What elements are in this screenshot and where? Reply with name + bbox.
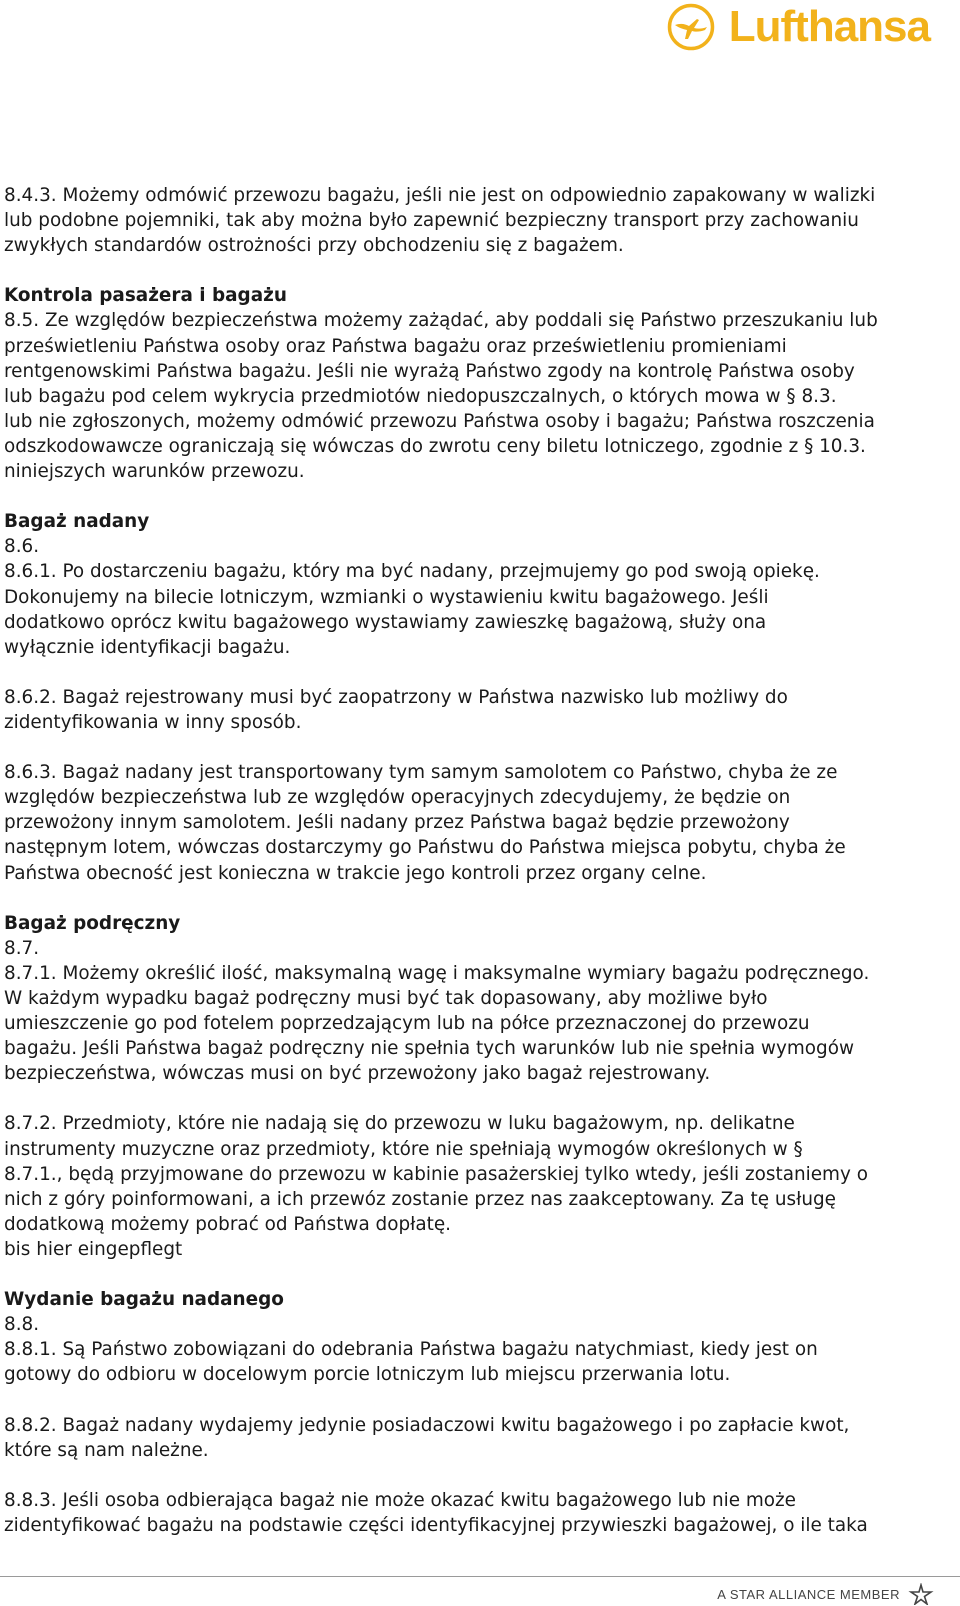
paragraph-8-5: 8.5. Ze względów bezpieczeństwa możemy zażądać, aby poddali się Państwo przeszukaniu lub prześwietleniu Państwa osoby oraz Państwa bagażu oraz prześwietleniu promieniami rentgenowskimi Państwa bagażu. Jeśli nie wyrażą Państwo zgody na kontrolę Państwa osoby lub bagażu pod celem wykrycia przedmiotów niedopuszczalnych, o których mowa w § 8.3. lub nie zgłoszonych, możemy odmówić przewozu Państwa osoby i bagażu; Państwa roszczenia odszkodowawcze ograniczają się wówczas do zwrotu ceny biletu lotniczego, zgodnie z § 10.3. niniejszych warunków przewozu. bbox=[4, 310, 878, 483]
paragraph-8-6-3: 8.6.3. Bagaż nadany jest transportowany tym samym samolotem co Państwo, chyba że ze względów bezpieczeństwa lub ze względów operacyjnych zdecydujemy, że będzie on przewożony innym samolotem. Jeśli nadany przez Państwa bagaż będzie przewożony następnym lotem, wówczas dostarczymy go Państwu do Państwa miejsca pobytu, chyba że Państwa obecność jest konieczna w trakcie jego kontroli przez organy celne. bbox=[4, 762, 846, 884]
heading-wydanie: Wydanie bagażu nadanego bbox=[4, 1289, 284, 1311]
document-body bbox=[4, 183, 952, 1538]
paragraph-8-4-3: 8.4.3. Możemy odmówić przewozu bagażu, jeśli nie jest on odpowiednio zapakowany w walizki lub podobne pojemniki, tak aby można było zapewnić bezpieczny transport przy zachowaniu zwykłych standardów ostrożności przy obchodzeniu się z bagażem. bbox=[4, 185, 876, 257]
paragraph-8-7-2: 8.7.2. Przedmioty, które nie nadają się do przewozu w luku bagażowym, np. delikatne instrumenty muzyczne oraz przedmioty, które nie spełniają wymogów określonych w § 8.7.1., będą przyjmowane do przewozu w kabinie pasażerskiej tylko wtedy, jeśli zostaniemy o nich z góry poinformowani, a ich przewóz zostanie przez nas zaakceptowany. Za tę usługę dodatkową możemy pobrać od Państwa dopłatę. bbox=[4, 1113, 868, 1235]
note-text: bis hier eingepflegt bbox=[4, 1238, 183, 1260]
paragraph-8-8-2: 8.8.2. Bagaż nadany wydajemy jedynie posiadaczowi kwitu bagażowego i po zapłacie kwot, które są nam należne. bbox=[4, 1414, 850, 1461]
paragraph-8-8-1: 8.8.1. Są Państwo zobowiązani do odebrania Państwa bagażu natychmiast, kiedy jest on gotowy do odbioru w docelowym porcie lotniczym lub miejscu przerwania lotu. bbox=[4, 1339, 818, 1386]
paragraph-8-6-1: 8.6.1. Po dostarczeniu bagażu, który ma być nadany, przejmujemy go pod swoją opiekę. Dokonujemy na bilecie lotniczym, wzmianki o wystawieniu kwitu bagażowego. Jeśli dodatkowo oprócz kwitu bagażowego wystawiamy zawieszkę bagażową, służy ona wyłącznie identyfikacji bagażu. bbox=[4, 561, 820, 658]
brand-logo bbox=[667, 2, 930, 52]
paragraph-8-8: 8.8. bbox=[4, 1314, 40, 1336]
page-header bbox=[0, 0, 960, 60]
heading-kontrola: Kontrola pasażera i bagażu bbox=[4, 285, 287, 307]
footer-divider bbox=[0, 1576, 960, 1577]
paragraph-8-7-1: 8.7.1. Możemy określić ilość, maksymalną wagę i maksymalne wymiary bagażu podręcznego. W każdym wypadku bagaż podręczny musi być tak dopasowany, aby możliwe było umieszczenie go pod fotelem poprzedzającym lub na półce przeznaczonej do przewozu bagażu. Jeśli Państwa bagaż podręczny nie spełnia tych warunków lub nie spełnia wymogów bezpieczeństwa, wówczas musi on być przewożony jako bagaż rejestrowany. bbox=[4, 962, 870, 1085]
star-alliance-icon bbox=[908, 1583, 934, 1605]
paragraph-8-8-3: 8.8.3. Jeśli osoba odbierająca bagaż nie może okazać kwitu bagażowego lub nie może zidentyfikować bagażu na podstawie części identyfikacyjnej przywieszki bagażowej, o ile taka bbox=[4, 1489, 868, 1536]
alliance-text: A STAR ALLIANCE MEMBER bbox=[717, 1586, 900, 1602]
heading-bagaz-nadany: Bagaż nadany bbox=[4, 511, 150, 533]
page-footer bbox=[717, 1583, 934, 1605]
brand-wordmark: Lufthansa bbox=[728, 2, 930, 51]
heading-bagaz-podreczny: Bagaż podręczny bbox=[4, 912, 181, 934]
paragraph-8-7: 8.7. bbox=[4, 937, 40, 959]
lufthansa-crane-icon bbox=[667, 3, 715, 51]
paragraph-8-6: 8.6. bbox=[4, 536, 40, 558]
paragraph-8-6-2: 8.6.2. Bagaż rejestrowany musi być zaopatrzony w Państwa nazwisko lub możliwy do zidentyfikowania w inny sposób. bbox=[4, 686, 788, 733]
